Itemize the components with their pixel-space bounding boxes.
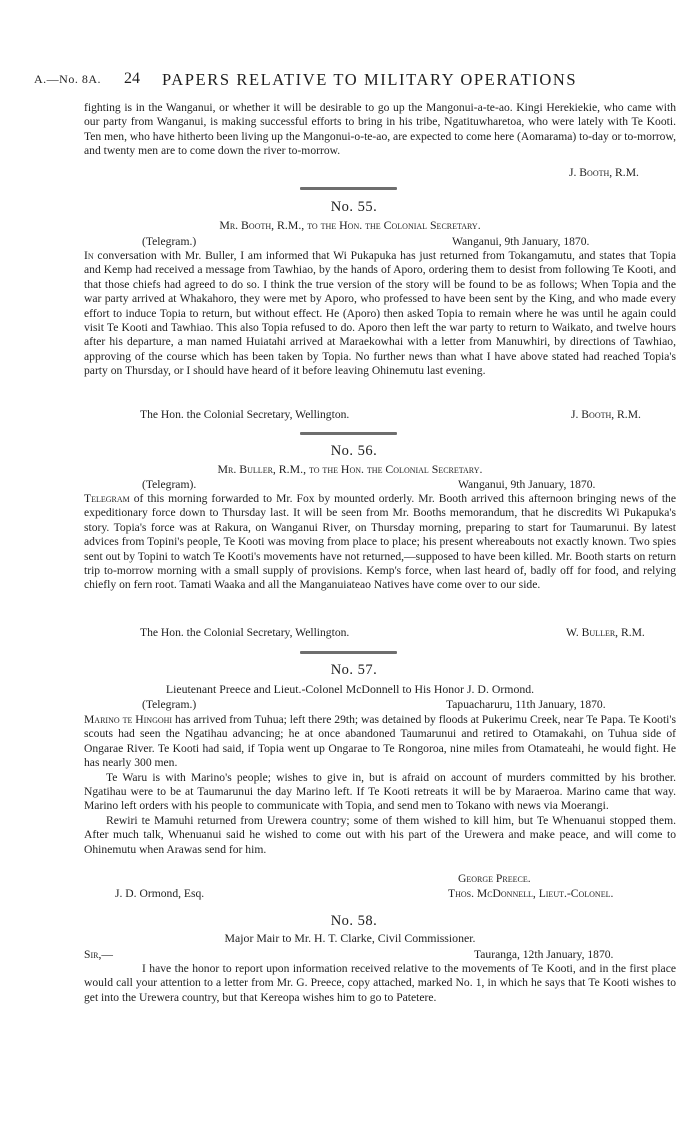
document-number-58: No. 58. bbox=[330, 913, 378, 929]
separator-rule bbox=[300, 651, 397, 654]
signature-56: W. Buller, R.M. bbox=[566, 626, 645, 639]
body-text-55: conversation with Mr. Buller, I am informed that Wi Pukapuka has just returned from Tokangamutu, and states that Topia and Kemp had received a message from Tawhiao, by the hands of Aporo, ordering them to desist from following Te Kooti, and that those chiefs had agreed to do so. I think the true version of the story will be found to be as follows; When Topia and the war party arrived at Whakahoro, they were met by Aporo, who professed to have been sent by the King, and who made every effort to induce Topia to return, but without effect. He (Aporo) then asked Topia to remain where he was until he again could visit Te Kooti and Tawhiao. This also Topia refused to do. Aporo then left the war party to return to Waikato, and twelve hours after his departure, a man named Huiatahi arrived at Maraekowhai with a letter from Manuwhiri, by directions of Tawhiao, approving of the course which has been taken by Topia. No further news than what I have above stated had reached Topia's party on Thursday, or I should have heard of it before leaving Ohinemutu last evening. bbox=[84, 249, 676, 378]
telegram-label-57: (Telegram.) bbox=[142, 698, 197, 711]
continuation-text: fighting is in the Wanganui, or whether it will be desirable to go up the Mangonui-a-te-ao. Kingi Herekiekie, who came with our party from Wanganui, is making successful efforts to bring in his tribe, Ngatituwharetoa, who were lately with Te Kooti. Ten men, who have hitherto been living up the Mangonui-o-te-ao, are expected to come here (Aomarama) to-day or to-morrow, and twenty men are to come down the river to-morrow. bbox=[84, 101, 676, 158]
addressee-56: The Hon. the Colonial Secretary, Wellington. bbox=[140, 626, 350, 639]
addressee-57: J. D. Ormond, Esq. bbox=[115, 887, 205, 900]
running-header bbox=[34, 70, 674, 92]
continuation-paragraph bbox=[84, 101, 676, 159]
document-heading-57: Lieutenant Preece and Lieut.-Colonel McDonnell to His Honor J. D. Ormond. bbox=[165, 682, 535, 696]
paragraph-3-57: Rewiri te Mamuhi returned from Urewera country; some of them wished to kill him, but Te Whenuanui stopped them. After much talk, Whenuanui said he wished to come out with his part of the Urewera and make peace, and will come to Ohinemutu when Arawas send for him. bbox=[84, 813, 676, 856]
separator-rule bbox=[300, 432, 397, 435]
body-text-58: I have the honor to report upon information received relative to the movements of Te Kooti, and in the first place would call your attention to a letter from Mr. G. Preece, copy attached, marked No. 1, in which he says that Te Kooti wishes to get into the Urewera country, but that Kereopa wishes him to go to Patetere. bbox=[84, 962, 676, 1004]
separator-rule bbox=[300, 187, 397, 190]
paragraph-1-57: has arrived from Tuhua; left there 29th; was detained by floods at Pukerimu Creek, near Te Papa. Te Kooti's scouts had seen the Ngatihau advancing; he at once abandoned Taumarunui and retired to Otamakahi, on Tuhua side of Ongarae River. Te Kooti had said, if Topia went up Ongarae to Te Rongoroa, nine miles from Otamateahi, he would fight. He has nearly 300 men. bbox=[84, 713, 676, 770]
page-number: 24 bbox=[124, 70, 140, 87]
document-body-57 bbox=[84, 713, 676, 857]
salutation-58: Sir,— bbox=[84, 948, 113, 961]
signature-preece: George Preece. bbox=[458, 872, 531, 885]
document-heading-58: Major Mair to Mr. H. T. Clarke, Civil Commissioner. bbox=[224, 931, 476, 945]
signature-55: J. Booth, R.M. bbox=[571, 408, 641, 421]
continuation-signature: J. Booth, R.M. bbox=[569, 166, 639, 179]
signature-mcdonnell: Thos. McDonnell, Lieut.-Colonel. bbox=[448, 887, 614, 900]
addressee-55: The Hon. the Colonial Secretary, Wellington. bbox=[140, 408, 350, 421]
running-title: PAPERS RELATIVE TO MILITARY OPERATIONS bbox=[162, 70, 578, 89]
document-heading-56: Mr. Buller, R.M., to the Hon. the Colonial Secretary. bbox=[217, 462, 483, 476]
telegram-label-55: (Telegram.) bbox=[142, 235, 197, 248]
document-number-57: No. 57. bbox=[330, 662, 378, 678]
telegram-label-56: (Telegram). bbox=[142, 478, 197, 491]
lead-word-56: Telegram bbox=[84, 492, 130, 505]
document-number-55: No. 55. bbox=[330, 199, 378, 215]
document-body-56 bbox=[84, 492, 676, 593]
body-text-56: of this morning forwarded to Mr. Fox by mounted orderly. Mr. Booth arrived this afternoon bringing news of the expeditionary force down to Thursday last. It will be seen from Mr. Booths memorandum, that he discredits Wi Pukapuka's story. Topia's force was at Rakura, on Wanganui River, on Thursday morning, preparing to start for Taumarunui. By latest advices from Topini's people, Te Kooti was moving from place to place; his present whereabouts not exactly known. Two spies sent out by Topini to watch Te Kooti's movements have not returned,—supposed to have been killed. Mr. Booth starts on return trip to-morrow morning with a small supply of provisions. Kemp's force, when last heard of, badly off for food, and relying chiefly on fern root. Tamati Waaka and all the Manganuiateao Natives have come over to our side. bbox=[84, 492, 676, 592]
document-body-58 bbox=[84, 962, 676, 1005]
place-date-55: Wanganui, 9th January, 1870. bbox=[452, 235, 590, 248]
document-reference: A.—No. 8A. bbox=[34, 72, 101, 86]
document-number-56: No. 56. bbox=[330, 443, 378, 459]
paragraph-2-57: Te Waru is with Marino's people; wishes to give in, but is afraid on account of murders committed by his brother. Ngatihau were to be at Taumarunui the day Marino left. If Te Kooti retreats it will be by Maraeroa. Marino came that way. Marino left orders with his people to communicate with Topia, and send men to Tokano with news via Moerangi. bbox=[84, 770, 676, 813]
place-date-58: Tauranga, 12th January, 1870. bbox=[474, 948, 614, 961]
lead-word-55: In bbox=[84, 249, 94, 262]
document-heading-55: Mr. Booth, R.M., to the Hon. the Colonial Secretary. bbox=[219, 218, 481, 232]
place-date-56: Wanganui, 9th January, 1870. bbox=[458, 478, 596, 491]
place-date-57: Tapuacharuru, 11th January, 1870. bbox=[446, 698, 606, 711]
lead-word-57: Marino te Hingohi bbox=[84, 713, 173, 726]
document-body-55 bbox=[84, 249, 676, 379]
